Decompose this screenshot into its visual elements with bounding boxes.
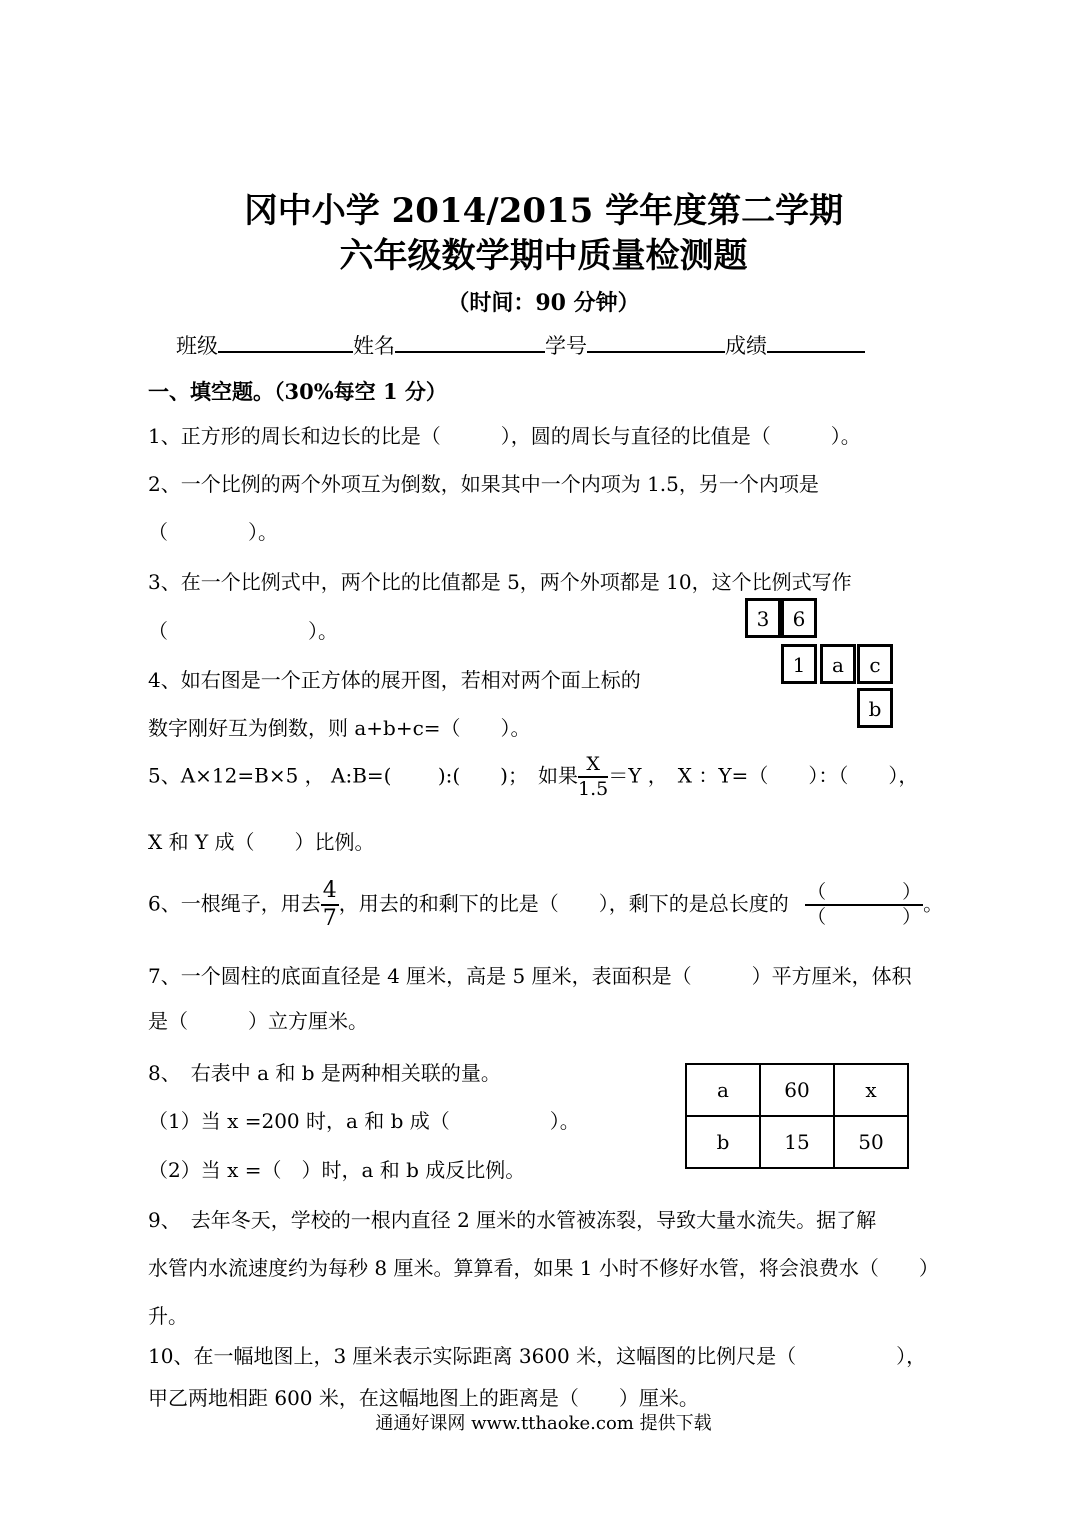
fraction-x-over-1-5	[578, 755, 608, 799]
table-cell: 60	[760, 1064, 834, 1116]
question-5-text-b: ＝Y ， X ：Y=（ ）：（ ），	[608, 763, 919, 788]
q8-table	[685, 1063, 909, 1169]
question-7-line-1: 7、一个圆柱的底面直径是 4 厘米，高是 5 厘米，表面积是（ ）平方厘米，体积	[148, 964, 912, 988]
table-cell: b	[686, 1116, 760, 1168]
fraction-numerator: X	[578, 755, 608, 778]
question-3-line-2: （ ）。	[148, 619, 338, 643]
fraction-4-over-7	[321, 880, 339, 930]
exam-time: （时间：90 分钟）	[447, 290, 640, 316]
question-2-line-1: 2、一个比例的两个外项互为倒数，如果其中一个内项为 1.5，另一个内项是	[148, 472, 819, 496]
info-fields	[176, 330, 865, 360]
fraction-denominator: 7	[322, 906, 337, 931]
question-6-text-b: ，用去的和剩下的比是（ ），剩下的是总长度的	[338, 891, 789, 916]
score-label: 成绩	[725, 334, 767, 358]
question-4-line-2: 数字刚好互为倒数，则 a+b+c=（ ）。	[148, 716, 531, 740]
cube-net-cell: 3	[745, 598, 781, 638]
class-label: 班级	[176, 334, 218, 358]
table-row	[686, 1116, 908, 1168]
question-6-end: 。	[923, 891, 944, 916]
question-10-line-2: 甲乙两地相距 600 米，在这幅地图上的距离是（ ）厘米。	[148, 1386, 699, 1410]
blank-fraction[interactable]	[805, 883, 923, 927]
title-line-2: 六年级数学期中质量检测题	[339, 236, 748, 276]
question-7-line-2: 是（ ）立方厘米。	[148, 1009, 368, 1033]
student-id-label: 学号	[545, 334, 587, 358]
title-line-1: 冈中小学 2014/2015 学年度第二学期	[243, 191, 844, 231]
question-8-line-3: （2）当 x =（ ）时，a 和 b 成反比例。	[148, 1158, 526, 1182]
table-row	[686, 1064, 908, 1116]
fraction-denominator: 1.5	[577, 778, 609, 800]
question-2-line-2: （ ）。	[148, 520, 278, 544]
question-8-line-2: （1）当 x =200 时，a 和 b 成（ ）。	[148, 1109, 580, 1133]
question-5-text-a: 5、A×12=B×5 ， A:B=( ):( )； 如果	[148, 763, 578, 788]
fraction-numerator: 4	[321, 880, 339, 906]
question-4-line-1: 4、如右图是一个正方体的展开图，若相对两个面上标的	[148, 668, 641, 692]
question-3-line-1: 3、在一个比例式中，两个比的比值都是 5，两个外项都是 10，这个比例式写作	[148, 570, 852, 594]
student-id-blank[interactable]	[587, 331, 725, 353]
question-6	[148, 880, 943, 930]
table-cell: a	[686, 1064, 760, 1116]
section-1-title: 一、填空题。（30%每空 1 分）	[148, 379, 447, 404]
score-blank[interactable]	[767, 331, 865, 353]
cube-net-figure	[745, 598, 897, 732]
question-9-line-3: 升。	[148, 1304, 188, 1328]
table-cell: x	[834, 1064, 908, 1116]
class-blank[interactable]	[218, 331, 353, 353]
cube-net-cell: c	[857, 644, 893, 684]
question-10-line-1: 10、在一幅地图上，3 厘米表示实际距离 3600 米，这幅图的比例尺是（ ），	[148, 1344, 927, 1368]
blank-numerator: （ ）	[805, 883, 923, 906]
question-8-line-1: 8、 右表中 a 和 b 是两种相关联的量。	[148, 1061, 501, 1085]
name-label: 姓名	[353, 334, 395, 358]
question-1: 1、正方形的周长和边长的比是（ ），圆的周长与直径的比值是（ ）。	[148, 424, 861, 448]
blank-denominator: （ ）	[807, 906, 922, 928]
question-5-line-2: X 和 Y 成（ ）比例。	[148, 830, 375, 854]
question-5-line-1	[148, 755, 918, 799]
table-cell: 15	[760, 1116, 834, 1168]
question-9-line-1: 9、 去年冬天，学校的一根内直径 2 厘米的水管被冻裂，导致大量水流失。据了解	[148, 1208, 877, 1232]
cube-net-cell: 6	[781, 598, 817, 638]
cube-net-cell: 1	[781, 644, 817, 684]
cube-net-cell: b	[857, 688, 893, 728]
cube-net-cell: a	[820, 644, 856, 684]
footer-watermark: 通通好课网 www.tthaoke.com 提供下载	[375, 1413, 712, 1434]
question-9-line-2: 水管内水流速度约为每秒 8 厘米。算算看，如果 1 小时不修好水管，将会浪费水（ ）	[148, 1256, 939, 1280]
question-6-text-a: 6、一根绳子，用去	[148, 891, 321, 916]
table-cell: 50	[834, 1116, 908, 1168]
name-blank[interactable]	[395, 331, 545, 353]
